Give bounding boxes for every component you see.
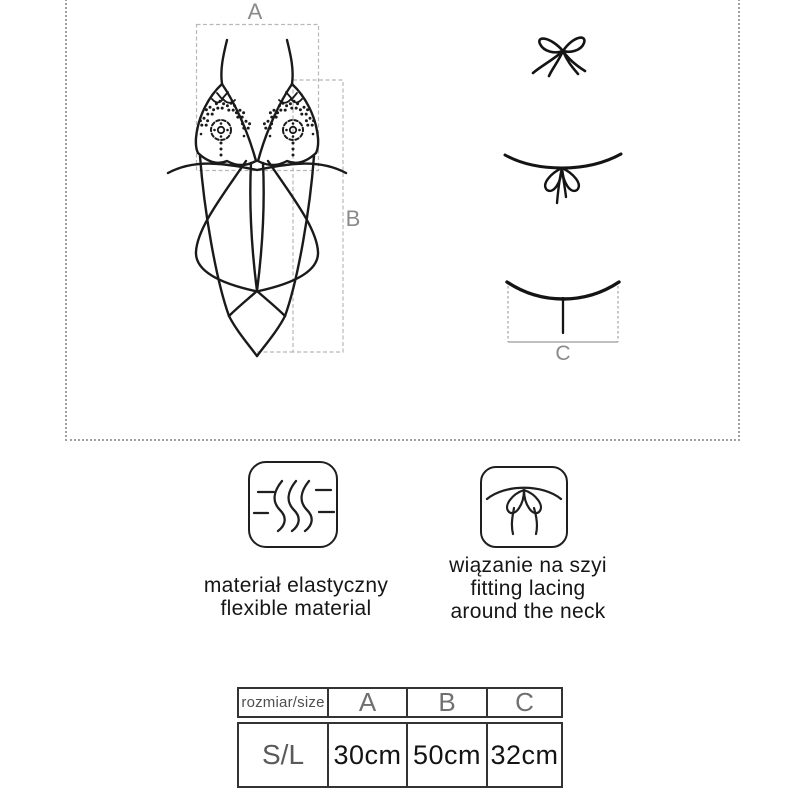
elastic-material-icon: [248, 461, 338, 548]
neck-lacing-glyph: [482, 468, 565, 545]
caption-line: flexible material: [220, 597, 372, 620]
cell-value-a: 30cm: [327, 724, 406, 786]
neck-tie-bow-drawing: [533, 38, 585, 76]
caption-line: around the neck: [450, 600, 606, 623]
caption-line: materiał elastyczny: [203, 574, 389, 597]
size-table-header-row: [237, 687, 563, 718]
caption-line: wiązanie na szyi: [449, 554, 607, 577]
cell-value-c: 32cm: [486, 724, 561, 786]
label-a: A: [247, 0, 263, 24]
label-c: C: [555, 342, 571, 365]
neck-lacing-caption: [423, 554, 633, 623]
measurement-box-b: [257, 80, 343, 352]
back-tie-bow-drawing: [505, 154, 621, 203]
caption-line: fitting lacing: [470, 577, 586, 600]
cell-size-label: S/L: [261, 739, 305, 770]
header-cell-b: B: [406, 689, 486, 716]
header-cell-c: C: [486, 689, 561, 716]
size-table-data-row: [237, 722, 563, 788]
measurement-box-a: [197, 25, 319, 171]
bodysuit-drawing: [168, 40, 346, 356]
label-b: B: [345, 206, 361, 231]
size-table: [237, 687, 563, 788]
elastic-material-caption: [181, 574, 411, 620]
cell-value-b: 50cm: [406, 724, 486, 786]
header-cell-a: A: [327, 689, 406, 716]
crotch-measure-drawing: [507, 282, 619, 342]
neck-lacing-icon: [480, 466, 568, 548]
elastic-waves-glyph: [250, 463, 335, 545]
header-cell-size: rozmiar/size: [241, 694, 325, 711]
